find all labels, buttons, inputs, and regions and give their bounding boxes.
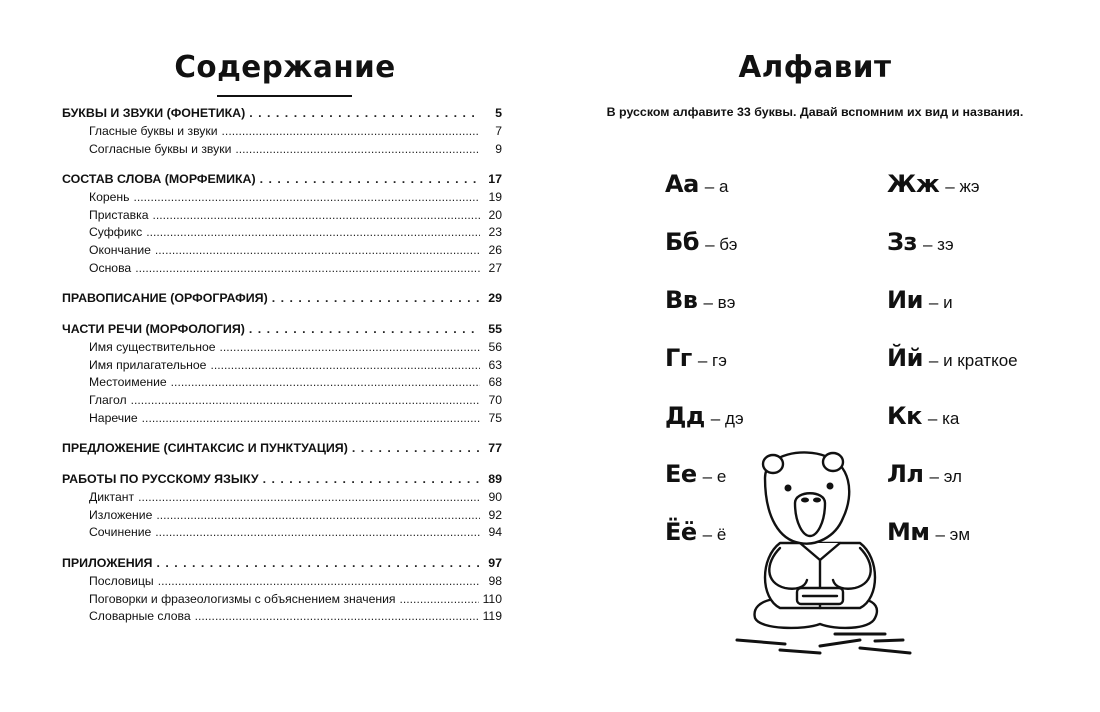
toc-section-heading [62,470,502,489]
toc-entry-label: ПРАВОПИСАНИЕ (ОРФОГРАФИЯ) [62,291,268,306]
toc-entry-label: Словарные слова [89,609,191,624]
toc-entry [62,489,502,507]
alphabet-page [560,0,1100,712]
toc-entry [62,608,502,626]
capybara-illustration [725,448,915,658]
toc-section [62,289,502,308]
alphabet-entry [665,170,728,198]
title-underline [217,95,352,97]
dot-leader [131,392,480,410]
alphabet-entry [887,344,1018,372]
toc-section-heading [62,170,502,189]
alphabet-letter: Ии [887,286,923,314]
toc-entry-label: Наречие [89,410,138,425]
toc-page-number: 20 [488,207,502,222]
dot-leader [156,507,480,525]
alphabet-letter: Ее [665,460,697,488]
toc-page-number: 29 [488,291,502,306]
toc-page-number: 119 [482,609,502,624]
toc-entry-label: Пословицы [89,573,154,588]
alphabet-letter: Ёё [665,518,697,546]
toc-entry-label: СОСТАВ СЛОВА (МОРФЕМИКА) [62,172,256,187]
dot-leader [146,224,480,242]
alphabet-letter: Кк [887,402,922,430]
dot-leader [195,608,479,626]
alphabet-letter: Йй [887,344,923,372]
alphabet-entry [665,344,727,372]
toc-entry [62,573,502,591]
toc-entry-label: Поговорки и фразеологизмы с объяснением значения [89,591,396,606]
alphabet-title: Алфавит [738,50,892,85]
alphabet-letter: Гг [665,344,692,372]
toc-page-number: 17 [488,172,502,187]
toc-entry [62,524,502,542]
toc-entry-label: РАБОТЫ ПО РУССКОМУ ЯЗЫКУ [62,472,259,487]
letter-name: – вэ [703,293,736,312]
letter-name: – ка [927,409,960,428]
alphabet-entry [887,170,980,198]
toc-entry-label: ПРИЛОЖЕНИЯ [62,555,153,570]
alphabet-letter: Лл [887,460,924,488]
toc-page-number: 98 [488,573,502,588]
toc-page-number: 63 [488,357,502,372]
letter-name: – гэ [697,351,727,370]
alphabet-entry [665,286,735,314]
dot-leader [134,189,480,207]
toc-entry [62,242,502,260]
toc-page-number: 75 [488,410,502,425]
toc-page-number: 23 [488,225,502,240]
toc-entry [62,374,502,392]
toc-entry [62,189,502,207]
toc-page-number: 9 [495,141,502,156]
toc-entry-label: Гласные буквы и звуки [89,124,218,138]
toc-page-number: 92 [488,507,502,522]
dot-leader [400,591,479,609]
dot-leader [235,141,480,159]
dot-leader [135,260,480,278]
toc-entry-label: Основа [89,260,132,275]
alphabet-letter: Мм [887,518,930,546]
toc-entry [62,141,502,159]
toc-entry-label: ПРЕДЛОЖЕНИЕ (СИНТАКСИС И ПУНКТУАЦИЯ) [62,441,348,456]
toc-entry-label: Изложение [89,507,153,522]
toc-section [62,170,502,277]
alphabet-intro: В русском алфавите 33 буквы. Давай вспомним их вид и названия. [606,105,1024,119]
letter-name: – е [702,467,727,486]
toc-page-number: 90 [488,490,502,505]
toc-entry [62,207,502,225]
letter-name: – а [704,177,729,196]
toc-page-number: 70 [488,392,502,407]
letter-name: – и краткое [928,351,1018,370]
toc-entry-label: Имя прилагательное [89,357,207,372]
toc-entry [62,507,502,525]
toc-page-number: 94 [488,525,502,540]
toc-page-number: 56 [488,340,502,355]
toc-entry [62,410,502,428]
alphabet-letter: Аа [665,170,699,198]
toc-section-heading [62,289,502,308]
toc-entry-label: Глагол [89,392,127,407]
toc-page-number: 27 [488,260,502,275]
toc-page-number: 7 [495,124,502,138]
alphabet-letter: Бб [665,228,700,256]
toc-page-number: 55 [488,322,502,337]
alphabet-letter: Жж [887,170,940,198]
letter-name: – и [928,293,953,312]
toc-page-number: 110 [482,591,502,606]
toc-entry-label: Суффикс [89,225,143,240]
dot-leader [352,439,480,458]
toc-section [62,439,502,458]
contents-title: Содержание [174,50,396,85]
toc-entry-label: Местоимение [89,375,167,390]
toc-section-heading [62,104,502,123]
alphabet-letter: Вв [665,286,698,314]
toc-entry [62,339,502,357]
dot-leader [171,374,480,392]
toc-entry-label: Имя существительное [89,340,216,355]
toc-section [62,104,502,158]
toc-entry [62,123,502,141]
dot-leader [249,320,480,339]
dot-leader [156,554,480,573]
toc-section-heading [62,554,502,573]
alphabet-entry [665,402,744,430]
dot-leader [138,489,480,507]
toc-section [62,470,502,542]
toc-entry-label: Диктант [89,490,135,505]
dot-leader [153,207,480,225]
alphabet-letter: Дд [665,402,705,430]
dot-leader [220,339,480,357]
letter-name: – дэ [710,409,744,428]
toc-entry-label: Сочинение [89,525,152,540]
toc-entry-label: Согласные буквы и звуки [89,141,232,156]
toc-page-number: 5 [495,106,502,120]
dot-leader [155,524,480,542]
toc-section-heading [62,439,502,458]
toc-entry-label: ЧАСТИ РЕЧИ (МОРФОЛОГИЯ) [62,322,245,337]
alphabet-entry [887,228,954,256]
toc-page-number: 19 [488,190,502,205]
letter-name: – бэ [705,235,738,254]
toc-entry-label: Корень [89,190,130,205]
letter-name: – ё [702,525,727,544]
toc-section-heading [62,320,502,339]
alphabet-entry [887,286,953,314]
toc-section [62,554,502,626]
toc-entry-label: Окончание [89,242,151,257]
toc-entry-label: Приставка [89,207,149,222]
alphabet-entry [665,518,726,546]
toc-entry [62,357,502,375]
alphabet-letter: Зз [887,228,917,256]
toc-entry [62,591,502,609]
dot-leader [158,573,480,591]
toc-page-number: 77 [488,441,502,456]
dot-leader [263,470,480,489]
alphabet-entry [665,228,737,256]
letter-name: – зэ [923,235,954,254]
toc-entry [62,260,502,278]
dot-leader [155,242,480,260]
dot-leader [272,289,480,308]
letter-name: – эм [935,525,971,544]
toc-entry-label: БУКВЫ И ЗВУКИ (ФОНЕТИКА) [62,106,246,120]
dot-leader [249,104,480,123]
dot-leader [260,170,480,189]
toc-page-number: 97 [488,555,502,570]
toc-entry [62,224,502,242]
toc-entry [62,392,502,410]
dot-leader [142,410,480,428]
alphabet-entry [887,402,959,430]
letter-name: – эл [929,467,962,486]
toc-section [62,320,502,427]
toc-page-number: 89 [488,472,502,487]
letter-name: – жэ [945,177,980,196]
toc-page-number: 26 [488,242,502,257]
toc-page-number: 68 [488,375,502,390]
alphabet-entry [665,460,726,488]
dot-leader [222,123,480,141]
table-of-contents [62,104,502,638]
dot-leader [210,357,480,375]
